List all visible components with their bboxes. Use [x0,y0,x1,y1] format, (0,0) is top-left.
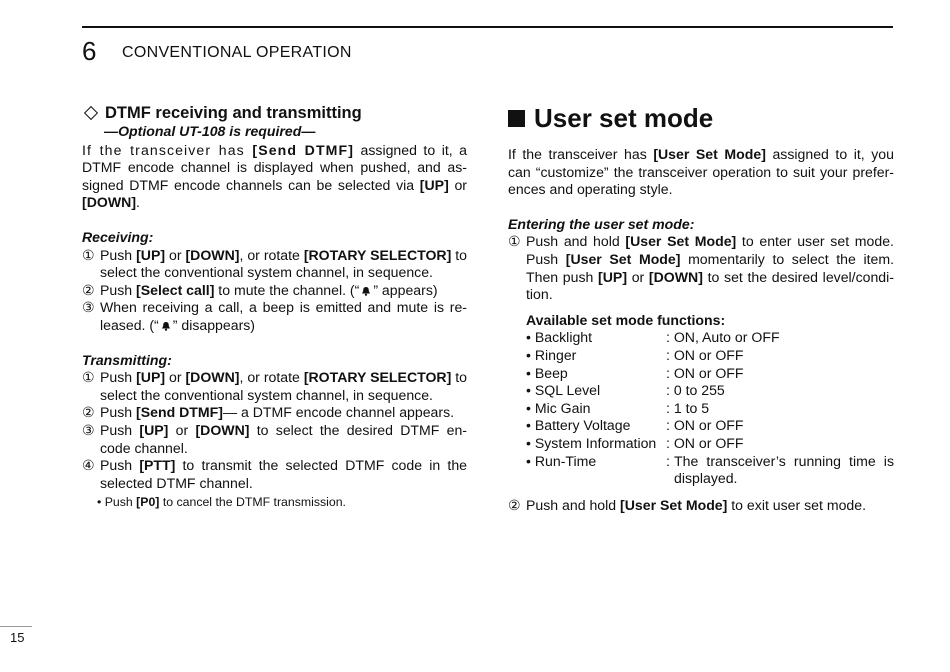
exit-step-2: ② Push and hold [User Set Mode] to exit user set mode. [508,496,866,513]
left-column [82,103,467,512]
function-item: • Backlight : ON, Auto or OFF [526,329,780,346]
function-item: • Mic Gain : 1 to 5 [526,399,710,416]
dtmf-intro: If the transceiver has [Send DTMF] assigned to it, a DTMF encode channel is displayed when pushed, and as-signed DTMF encode channels can be selected via [UP] or [DOWN]. [82,141,467,211]
receiving-step-3: ③ When receiving a call, a beep is emitted and mute is re-leased. (“ ” disappears) [82,299,467,333]
user-set-mode-intro: If the transceiver has [User Set Mode] assigned to it, you can “customize” the transceiver operation to suit your prefer-ences and operating style. [508,146,894,198]
function-item: • Ringer : ON or OFF [526,346,744,363]
footer-rule [0,626,32,627]
chapter-number: 6 [82,36,97,66]
function-item: • SQL Level : 0 to 255 [526,382,725,399]
bell-icon [161,321,171,331]
square-bullet-icon [508,110,525,127]
bell-icon [361,286,371,296]
receiving-step-1: ① Push [UP] or [DOWN], or rotate [ROTARY SELECTOR] to select the conventional system channel, in sequence. [82,246,468,281]
dtmf-subheading: —Optional UT-108 is required— [104,123,316,139]
transmitting-heading: Transmitting: [82,351,172,368]
diamond-bullet-icon [84,106,98,120]
transmitting-step-3: ③ Push [UP] or [DOWN] to select the desired DTMF en-code channel. [82,421,467,456]
page-number: 15 [10,630,25,645]
transmitting-step-4: ④ Push [PTT] to transmit the selected DTMF code in the selected DTMF channel. [82,457,467,491]
receiving-heading: Receiving: [82,228,154,245]
functions-heading: Available set mode functions: [526,311,726,328]
receiving-step-2: ② Push [Select call] to mute the channel. (“ ” appears) [82,281,438,298]
entering-step-1: ① Push and hold [User Set Mode] to enter user set mode. Push [User Set Mode] momentarily to select the item. Then push [UP] or [DOWN] to set the desired level/condi-tion. [508,233,894,303]
function-item-runtime: • Run-Time : The transceiver’s running time is displayed. [526,452,894,487]
function-item: • Beep : ON or OFF [526,364,744,381]
transmitting-step-2: ② Push [Send DTMF]— a DTMF encode channel appears. [82,404,455,421]
chapter-title: CONVENTIONAL OPERATION [122,44,352,61]
transmit-cancel-note: • Push [P0] to cancel the DTMF transmission. [97,495,346,510]
dtmf-heading-text: DTMF receiving and transmitting [105,104,362,122]
user-set-mode-heading: User set mode [508,101,894,135]
available-functions [508,312,894,488]
function-item: • Battery Voltage : ON or OFF [526,417,744,434]
dtmf-heading [82,103,467,123]
entering-heading: Entering the user set mode: [508,215,695,232]
right-column [508,101,894,514]
header-rule [82,26,893,28]
transmitting-step-1: ① Push [UP] or [DOWN], or rotate [ROTARY SELECTOR] to select the conventional system channel, in sequence. [82,369,468,403]
function-item: • System Information : ON or OFF [526,434,744,451]
